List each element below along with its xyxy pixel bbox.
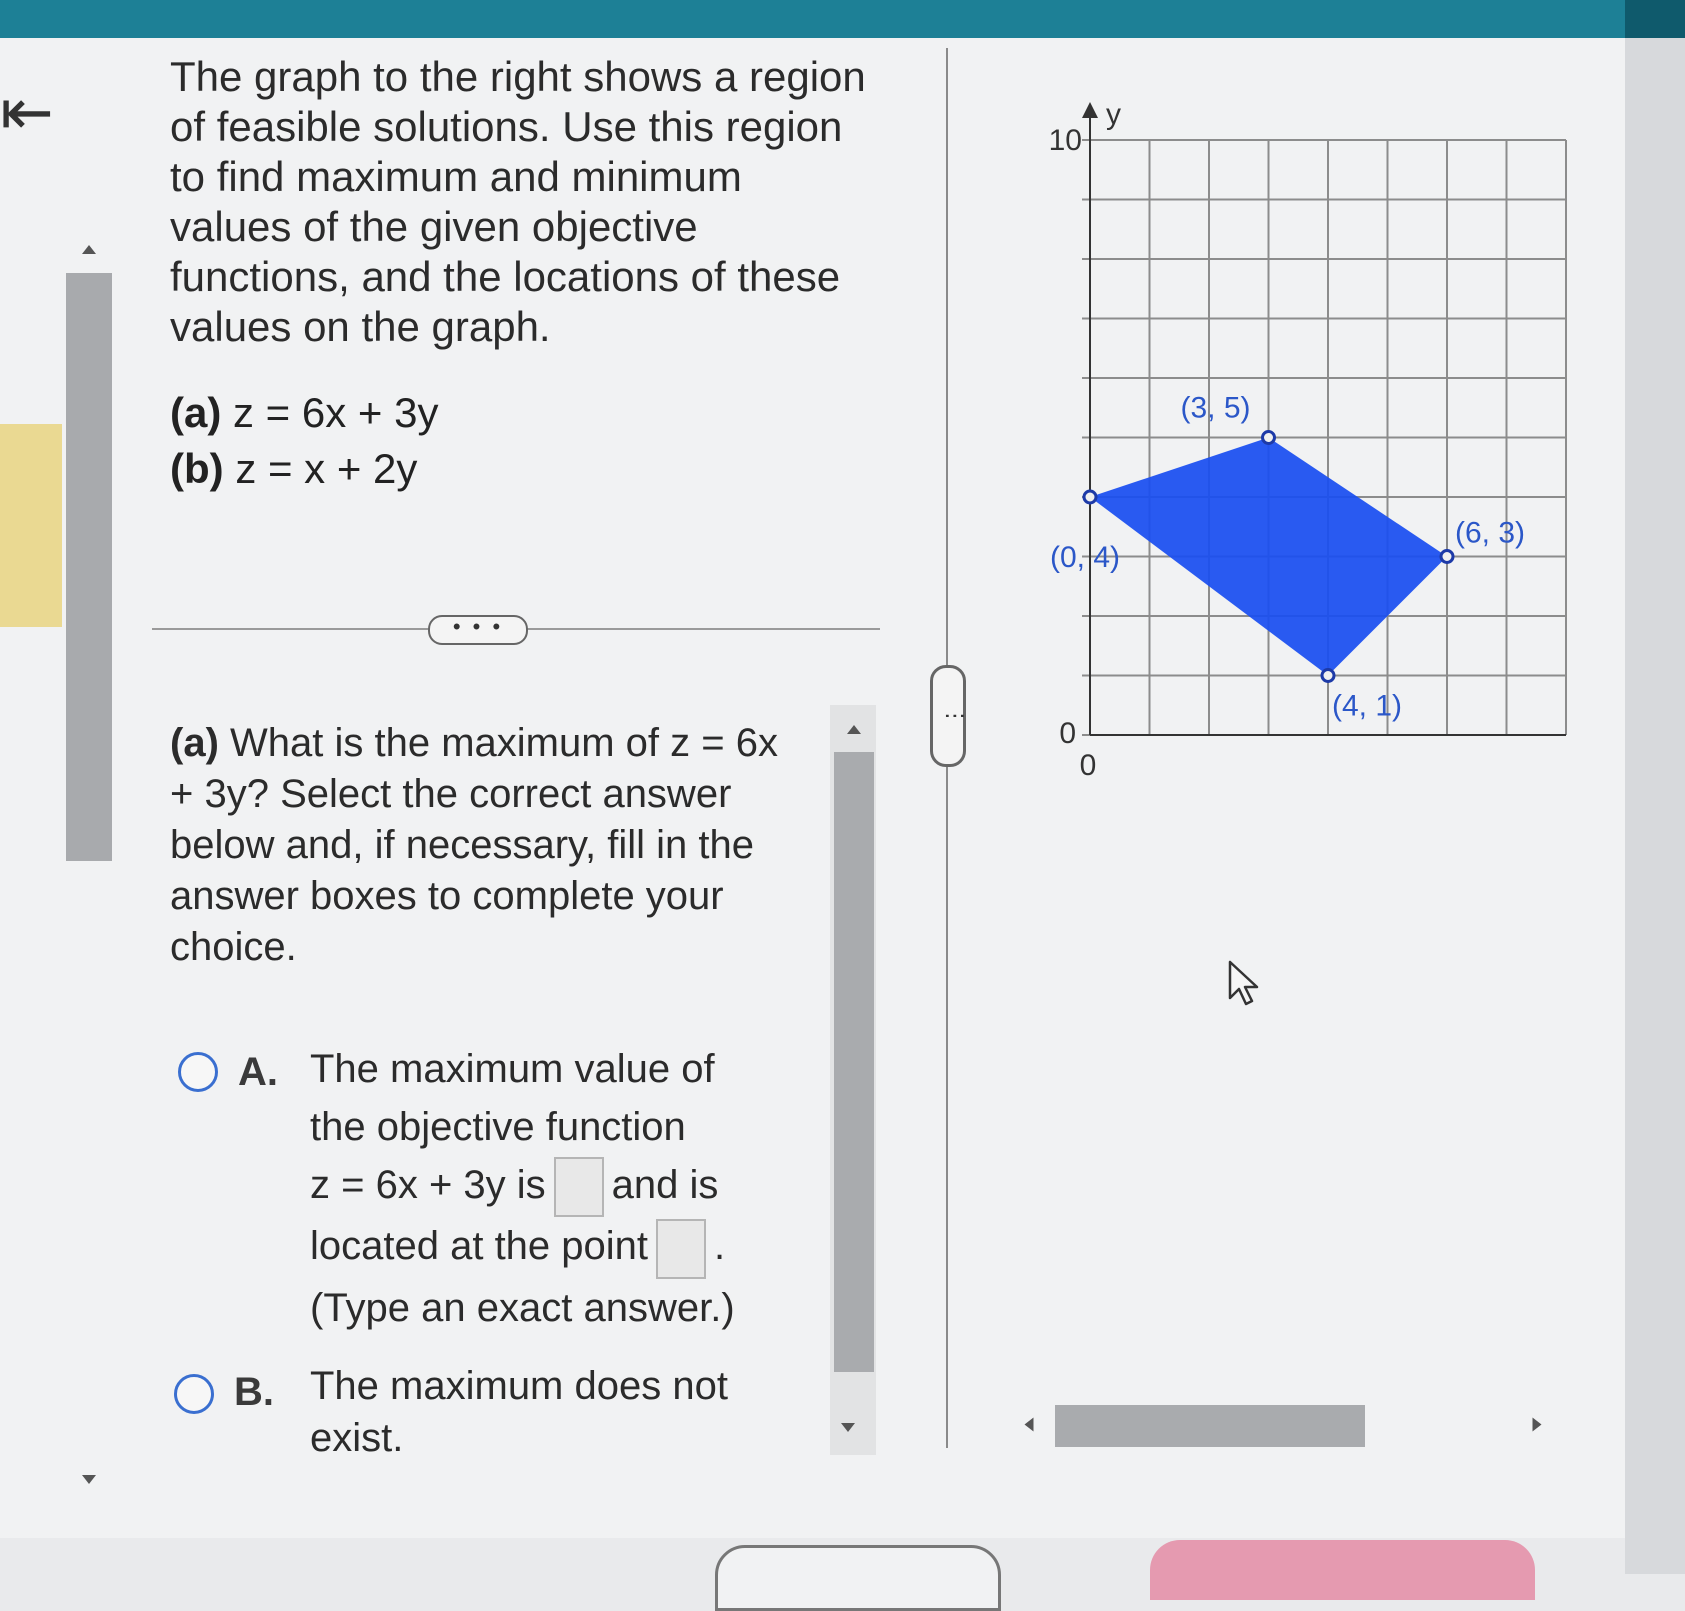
vertex-point[interactable]: [1441, 551, 1453, 563]
choice-b-radio[interactable]: [174, 1374, 214, 1414]
h-scroll-left-icon[interactable]: [1025, 1418, 1034, 1432]
choice-a-text-part: and is: [611, 1163, 719, 1207]
choice-b[interactable]: [170, 1360, 810, 1480]
choice-b-text: [310, 1360, 830, 1464]
horizontal-scrollbar-thumb[interactable]: [1055, 1405, 1365, 1447]
mouse-cursor-icon: [1228, 960, 1264, 1008]
vertex-point[interactable]: [1263, 432, 1275, 444]
choice-b-line: The maximum does not: [310, 1364, 728, 1408]
function-expression: z = 6x + 3y: [233, 389, 439, 436]
inner-scroll-down-icon[interactable]: [841, 1423, 855, 1432]
max-point-input[interactable]: [656, 1219, 706, 1279]
choice-a-hint: (Type an exact answer.): [310, 1285, 735, 1330]
back-arrow-icon[interactable]: ⇤: [0, 76, 54, 148]
y-axis-label: y: [1106, 98, 1121, 131]
function-expression: z = x + 2y: [235, 445, 418, 492]
choice-b-line: exist.: [310, 1416, 404, 1460]
x-tick-label: 0: [1079, 749, 1097, 782]
expand-more-button[interactable]: • • •: [428, 615, 528, 645]
h-scroll-right-icon[interactable]: [1533, 1418, 1542, 1432]
top-bar-corner: [1625, 0, 1685, 40]
function-item: [170, 441, 438, 497]
top-bar: [0, 0, 1685, 40]
choice-a-radio[interactable]: [178, 1052, 218, 1092]
choice-b-letter: B.: [234, 1370, 274, 1414]
choice-a-text-part: located at the point: [310, 1224, 649, 1269]
outer-scrollbar-thumb[interactable]: [66, 273, 112, 861]
choice-a-line: the objective function: [310, 1105, 686, 1149]
inner-scrollbar-thumb[interactable]: [834, 752, 874, 1372]
outer-scroll-down-icon[interactable]: [82, 1475, 96, 1484]
choice-a-text-part: z = 6x + 3y is: [310, 1163, 546, 1207]
feasible-region-graph: [1040, 80, 1600, 800]
objective-function-list: [170, 385, 438, 497]
choice-a-text-part: .: [714, 1224, 726, 1269]
pane-resize-handle[interactable]: ⋮: [930, 665, 966, 767]
bottom-right-button[interactable]: [1150, 1540, 1535, 1600]
sub-question-label: (a): [170, 721, 219, 765]
right-edge-panel: [1625, 38, 1685, 1574]
choice-a-letter: A.: [238, 1050, 278, 1094]
y-tick-label: 10: [1048, 124, 1082, 157]
function-label: (b): [170, 445, 224, 492]
y-axis-arrow-icon: [1082, 102, 1098, 118]
choice-a-line: [310, 1156, 830, 1217]
y-tick-label: 0: [1059, 717, 1076, 750]
vertex-point[interactable]: [1084, 491, 1096, 503]
vertex-label: (6, 3): [1455, 516, 1526, 550]
choice-a[interactable]: [170, 1040, 810, 1340]
choice-a-text: [310, 1040, 830, 1337]
choice-a-line: [310, 1217, 830, 1278]
vertex-label: (4, 1): [1332, 689, 1403, 723]
vertex-label: (3, 5): [1180, 391, 1251, 425]
vertex-point[interactable]: [1322, 670, 1334, 682]
question-intro: The graph to the right shows a region of feasible solutions. Use this region to find maximum and minimum values of the given objective functions, and the locations of these values on the graph.: [170, 53, 866, 350]
bottom-left-button[interactable]: [715, 1545, 1001, 1611]
side-tab[interactable]: [0, 424, 62, 627]
function-label: (a): [170, 389, 222, 436]
sub-question-text: What is the maximum of z = 6x + 3y? Select the correct answer below and, if necessary, fill in the answer boxes to complete your choice.: [170, 721, 778, 969]
choice-a-line: The maximum value of: [310, 1047, 715, 1091]
inner-scroll-up-icon[interactable]: [847, 725, 861, 734]
max-value-input[interactable]: [554, 1157, 604, 1217]
sub-question: [170, 718, 810, 973]
vertex-label: (0, 4): [1050, 541, 1121, 574]
function-item: [170, 385, 438, 441]
outer-scroll-up-icon[interactable]: [82, 245, 96, 254]
